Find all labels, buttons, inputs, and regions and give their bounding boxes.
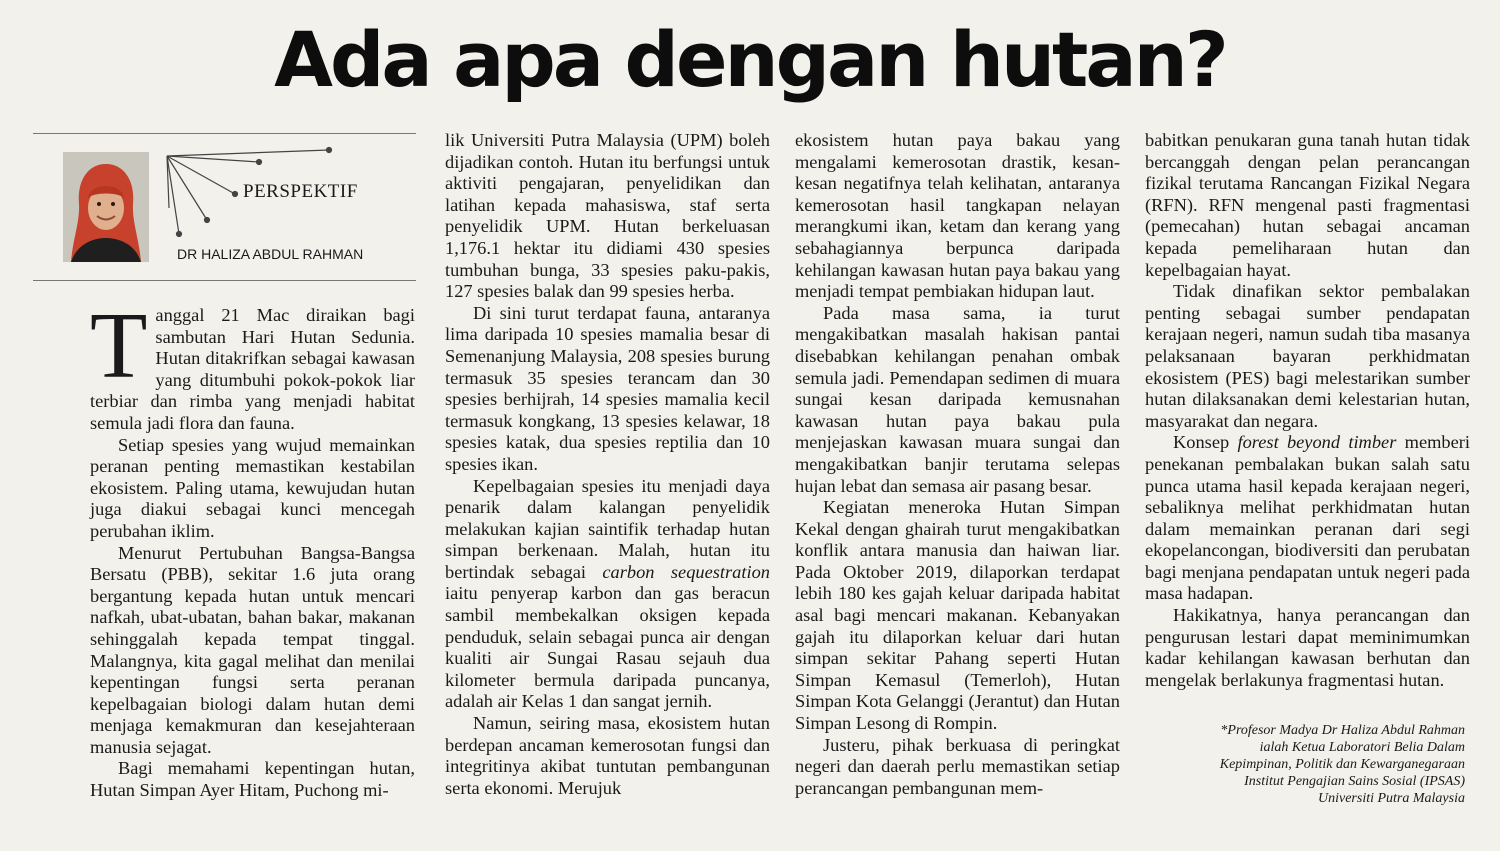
article-paragraph: Tidak dinafikan sektor pembalakan penting sebagai sumber pendapatan kerajaan negeri, namun sudah tiba masanya pelaksanaan bayaran perkhidmatan ekosistem (PES) bagi melestarikan sumber hutan dilaksanakan demi kelestarian hutan, masyarakat dan negara. bbox=[1145, 281, 1470, 431]
section-label: PERSPEKTIF bbox=[243, 181, 358, 202]
author-note-line: Universiti Putra Malaysia bbox=[1318, 791, 1465, 806]
article-column-2 bbox=[445, 130, 770, 799]
author-note-line: Kepimpinan, Politik dan Kewarganegaraan bbox=[1219, 757, 1465, 772]
author-note-line: ialah Ketua Laboratori Belia Dalam bbox=[1259, 740, 1465, 755]
article-column-4 bbox=[1145, 130, 1470, 691]
article-paragraph: babitkan penukaran guna tanah hutan tidak bercanggah dengan pelan perancangan fizikal terutama Rancangan Fizikal Negara (RFN). RFN mengenal pasti fragmentasi (pemecahan) hutan sebagai ancaman kepada pemeliharaan hutan dan kepelbagaian hayat. bbox=[1145, 130, 1470, 280]
italic-term: forest beyond timber bbox=[1237, 432, 1397, 453]
article-paragraph: Menurut Pertubuhan Bangsa-Bangsa Bersatu (PBB), sekitar 1.6 juta orang bergantung kepada hutan untuk mencari nafkah, ubat-ubatan, bahan bakar, makanan sehinggalah kepada tempat tinggal. Malangnya, kita gagal melihat dan menilai kepentingan fungsi serta peranan kepelbagaian biologi dalam hutan demi menjaga kemakmuran dan kesejahteraan manusia sejagat. bbox=[90, 542, 415, 757]
article-paragraph: Pada masa sama, ia turut mengakibatkan masalah hakisan pantai disebabkan kehilangan penahan ombak semula jadi. Pemendapan sedimen di muara sungai kesan daripada kemusnahan kawasan hutan paya bakau pula menjejaskan kawasan muara sungai dan mengakibatkan banjir terutama selepas hujan lebat dan semasa air pasang besar. bbox=[795, 302, 1120, 496]
article-paragraph: lik Universiti Putra Malaysia (UPM) boleh dijadikan contoh. Hutan itu berfungsi untuk aktiviti pengajaran, penyelidikan dan latihan kepada mahasiswa, staf serta penyelidik UPM. Hutan berkeluasan 1,176.1 hektar itu didiami 430 spesies tumbuhan bunga, 33 spesies paku-pakis, 127 spesies balak dan 99 spesies herba. bbox=[445, 130, 770, 302]
article-column-3 bbox=[795, 130, 1120, 799]
headline: Ada apa dengan hutan? bbox=[274, 15, 1226, 104]
article-paragraph: Konsep forest beyond timber memberi penekanan pembalakan bukan salah satu punca utama hasil kepada kerajaan negeri, sebaliknya melihat perkhidmatan hutan dalam memainkan peranan dari segi ekopelancongan, biodiversiti dan perubatan bagi menjana pendapatan untuk negeri pada masa hadapan. bbox=[1145, 432, 1470, 604]
author-byline: DR HALIZA ABDUL RAHMAN bbox=[177, 246, 364, 262]
article-paragraph: Bagi memahami kepentingan hutan, Hutan Simpan Ayer Hitam, Puchong mi- bbox=[90, 758, 415, 801]
author-note bbox=[1140, 722, 1465, 807]
drop-cap: T bbox=[90, 294, 148, 398]
article-paragraph: Setiap spesies yang wujud memainkan peranan penting memastikan kestabilan ekosistem. Paling utama, kewujudan hutan juga diakui sebagai kunci mencegah perubahan iklim. bbox=[90, 434, 415, 541]
author-note-line: Institut Pengajian Sains Sosial (IPSAS) bbox=[1244, 774, 1465, 789]
author-note-line: *Profesor Madya Dr Haliza Abdul Rahman bbox=[1220, 723, 1465, 738]
article-paragraph: Kepelbagaian spesies itu menjadi daya penarik dalam kalangan penyelidik melakukan kajian saintifik terhadap hutan simpan berkenaan. Malah, hutan itu bertindak sebagai carbon sequestration iaitu penyerap karbon dan gas beracun sambil membekalkan oksigen kepada penduduk, selain sebagai punca air dengan kualiti air Sungai Rasau sejauh dua kilometer bermula daripada puncanya, adalah air Kelas 1 dan sangat jernih. bbox=[445, 475, 770, 712]
article-paragraph: Kegiatan meneroka Hutan Simpan Kekal dengan ghairah turut mengakibatkan konflik antara manusia dan haiwan liar. Pada Oktober 2019, dilaporkan terdapat lebih 180 kes gajah keluar daripada habitat asal bagi mencari makanan. Kebanyakan gajah itu dilaporkan keluar dari hutan simpan sekitar Pahang seperti Hutan Simpan Kemasul (Temerloh), Hutan Simpan Kota Gelanggi (Jerantut) dan Hutan Simpan Lesong di Rompin. bbox=[795, 497, 1120, 734]
italic-term: carbon sequestration bbox=[602, 561, 770, 582]
author-portrait-icon bbox=[63, 152, 149, 262]
article-paragraph: Di sini turut terdapat fauna, antaranya lima daripada 10 spesies mamalia besar di Semenanjung Malaysia, 208 spesies burung termasuk 35 spesies terancam dan 30 spesies berhijrah, 14 spesies mamalia kecil termasuk kongkang, 13 spesies kelawar, 18 spesies katak, dua spesies reptilia dan 10 spesies ikan. bbox=[445, 302, 770, 474]
article-paragraph: Namun, seiring masa, ekosistem hutan berdepan ancaman kemerosotan fungsi dan integritinya akibat tuntutan pembangunan serta ekonomi. Merujuk bbox=[445, 713, 770, 798]
author-photo bbox=[63, 152, 149, 262]
article-column-1 bbox=[90, 294, 415, 802]
column-header bbox=[33, 133, 416, 281]
article-paragraph: ekosistem hutan paya bakau yang mengalami kemerosotan drastik, kesan-kesan negatifnya telah kelihatan, antaranya kemerosotan hasil tangkapan nelayan merangkumi ikan, ketam dan kerang yang sebahagiannya berpunca daripada kehilangan kawasan hutan paya bakau yang menjadi tempat pembiakan hidupan laut. bbox=[795, 130, 1120, 302]
article-paragraph: Justeru, pihak berkuasa di peringkat negeri dan daerah perlu memastikan setiap perancangan pembangunan mem- bbox=[795, 734, 1120, 798]
article-paragraph: Tanggal 21 Mac diraikan bagi sambutan Hari Hutan Sedunia. Hutan ditakrifkan sebagai kawasan yang ditumbuhi pokok-pokok liar terbiar dan rimba yang menjadi habitat semula jadi flora dan fauna. bbox=[90, 294, 415, 433]
article-paragraph: Hakikatnya, hanya perancangan dan pengurusan lestari dapat meminimumkan kadar kehilangan kawasan berhutan dan mengelak berlakunya fragmentasi hutan. bbox=[1145, 605, 1470, 690]
